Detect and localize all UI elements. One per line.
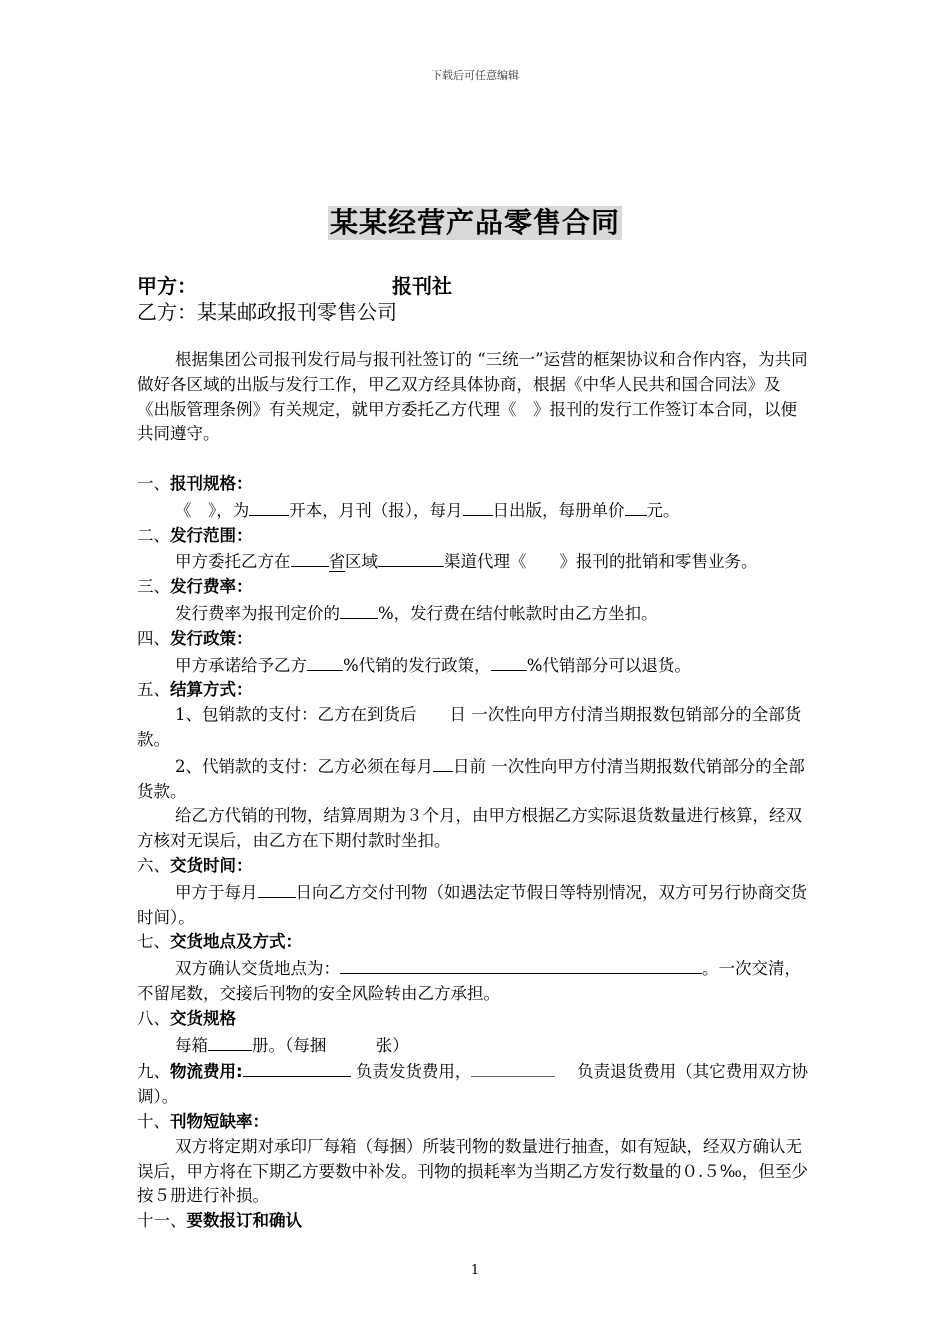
section-4-body bbox=[137, 652, 813, 679]
section-2-text-c: 区域 bbox=[345, 552, 378, 572]
section-2-body bbox=[137, 548, 813, 575]
section-3-body bbox=[137, 600, 813, 627]
section-1-text-b: 开本，月刊（报），每月 bbox=[289, 500, 463, 520]
section-4-title: 发行政策： bbox=[170, 628, 253, 648]
blank-field[interactable] bbox=[463, 497, 493, 516]
section-5-item-3: 给乙方代销的刊物，结算周期为３个月，由甲方根据乙方实际退货数量进行核算，经双方核对无误后，由乙方在下期付款时坐扣。 bbox=[137, 806, 802, 851]
section-5-item-2 bbox=[137, 753, 813, 805]
section-5-item-1: 1、包销款的支付：乙方在到货后 日 一次性向甲方付清当期报数包销部分的全部货款。 bbox=[137, 705, 802, 749]
section-6-body bbox=[137, 879, 813, 931]
section-5-title: 结算方式： bbox=[170, 680, 253, 700]
page-number: 1 bbox=[470, 1263, 480, 1278]
section-8-heading bbox=[137, 1007, 813, 1032]
section-4-text-a: 甲方承诺给予乙方 bbox=[175, 655, 307, 675]
preamble: 根据集团公司报刊发行局与报刊社签订的 “三统一”运营的框架协议和合作内容，为共同做好各区域的出版与发行工作，甲乙双方经具体协商，根据《中华人民共和国合同法》及《出版管理条例》有关规定，就甲方委托乙方代理《 》报刊的发行工作签订本合同，以便共同遵守。 bbox=[137, 350, 808, 444]
blank-field[interactable] bbox=[340, 600, 378, 619]
section-4-text-b: %代销的发行政策， bbox=[343, 655, 491, 675]
section-2-heading bbox=[137, 524, 813, 549]
section-7-text-a: 双方确认交货地点为： bbox=[175, 959, 340, 979]
section-7-text-b: 。一次交清，不留尾数，交接后刊物的安全风险转由乙方承担。 bbox=[137, 959, 801, 1003]
section-5-num: 五、 bbox=[137, 680, 170, 700]
contract-body bbox=[137, 348, 813, 1234]
section-5-item-2-text-b: 日前 一次性向甲方付清当期报数代销部分的全部货款。 bbox=[137, 756, 805, 801]
section-7-title: 交货地点及方式： bbox=[170, 932, 302, 952]
document-title: 某某经营产品零售合同 bbox=[329, 206, 620, 239]
section-11-title: 要数报订和确认 bbox=[186, 1211, 302, 1231]
title-wrap bbox=[0, 206, 950, 240]
section-2-text-d: 渠道代理《 》报刊的批销和零售业务。 bbox=[444, 552, 758, 572]
section-9-text-a: 负责发货费用， bbox=[350, 1062, 472, 1082]
section-10-body: 双方将定期对承印厂每箱（每捆）所装刊物的数量进行抽查，如有短缺，经双方确认无误后，甲方将在下期乙方要数中补发。刊物的损耗率为当期乙方发行数量的０.５‰，但至少按５册进行补损。 bbox=[137, 1136, 808, 1206]
section-3-title: 发行费率： bbox=[170, 577, 253, 597]
section-2-text-a: 甲方委托乙方在 bbox=[175, 552, 291, 572]
section-10-heading bbox=[137, 1110, 813, 1135]
section-7-heading bbox=[137, 930, 813, 955]
section-9-body bbox=[137, 1058, 813, 1110]
section-8-title: 交货规格 bbox=[170, 1008, 236, 1028]
blank-field[interactable] bbox=[258, 879, 296, 898]
section-2-num: 二、 bbox=[137, 525, 170, 545]
section-4-num: 四、 bbox=[137, 628, 170, 648]
blank-field[interactable] bbox=[249, 497, 289, 516]
section-7-num: 七、 bbox=[137, 932, 170, 952]
blank-field[interactable] bbox=[307, 652, 343, 671]
section-2-text-b: 省 bbox=[328, 552, 345, 572]
section-3-num: 三、 bbox=[137, 577, 170, 597]
section-4-text-c: %代销部分可以退货。 bbox=[526, 655, 691, 675]
party-a-name: 报刊社 bbox=[392, 274, 452, 298]
section-1-text-a: 《 》，为 bbox=[175, 500, 250, 520]
section-8-body bbox=[137, 1032, 813, 1059]
section-1-body bbox=[137, 497, 813, 524]
blank-field[interactable] bbox=[491, 652, 527, 671]
section-4-heading bbox=[137, 627, 813, 652]
blank-field[interactable] bbox=[471, 1058, 555, 1077]
section-8-text-b: 册。（每捆 张） bbox=[252, 1035, 409, 1055]
header-note: 下载后可任意编辑 bbox=[431, 69, 519, 82]
blank-field[interactable] bbox=[208, 1032, 252, 1051]
blank-field[interactable] bbox=[291, 548, 329, 567]
section-9-num: 九、 bbox=[137, 1062, 170, 1082]
section-3-heading bbox=[137, 575, 813, 600]
section-6-heading bbox=[137, 854, 813, 879]
section-6-text-a: 甲方于每月 bbox=[175, 882, 258, 902]
section-1-text-d: 元。 bbox=[646, 500, 680, 520]
section-9-text-b: 负责退货费用（其它费用双方协调）。 bbox=[137, 1062, 809, 1107]
section-9-title: 物流费用: bbox=[170, 1062, 243, 1082]
section-1-num: 一、 bbox=[137, 473, 170, 493]
section-6-num: 六、 bbox=[137, 855, 170, 875]
section-1-text-c: 日出版，每册单价 bbox=[492, 500, 625, 520]
party-a-label: 甲方： bbox=[137, 274, 197, 298]
section-8-text-a: 每箱 bbox=[175, 1035, 208, 1055]
blank-field[interactable] bbox=[378, 548, 444, 567]
blank-field[interactable] bbox=[433, 753, 453, 772]
party-b-line: 乙方：某某邮政报刊零售公司 bbox=[137, 300, 397, 324]
section-5-item-2-text-a: 2、代销款的支付：乙方必须在每月 bbox=[175, 756, 433, 776]
section-6-text-b: 日向乙方交付刊物（如遇法定节假日等特别情况，双方可另行协商交货时间）。 bbox=[137, 882, 807, 927]
blank-field[interactable] bbox=[340, 955, 702, 974]
section-10-num: 十、 bbox=[137, 1111, 170, 1131]
section-7-body bbox=[137, 955, 813, 1007]
section-3-text-a: 发行费率为报刊定价的 bbox=[175, 603, 340, 623]
section-10-title: 刊物短缺率： bbox=[170, 1111, 269, 1131]
section-1-title: 报刊规格： bbox=[170, 473, 253, 493]
section-2-title: 发行范围： bbox=[170, 525, 253, 545]
section-3-text-b: %，发行费在结付帐款时由乙方坐扣。 bbox=[378, 603, 658, 623]
section-11-num: 十一、 bbox=[137, 1211, 187, 1231]
section-9-heading bbox=[137, 1062, 243, 1081]
party-a-line bbox=[137, 273, 452, 299]
section-5-heading bbox=[137, 678, 813, 703]
blank-field[interactable] bbox=[243, 1058, 351, 1077]
section-6-title: 交货时间： bbox=[170, 855, 253, 875]
section-1-heading bbox=[137, 472, 813, 497]
section-11-heading bbox=[137, 1209, 813, 1234]
section-8-num: 八、 bbox=[137, 1008, 170, 1028]
blank-field[interactable] bbox=[625, 497, 647, 516]
